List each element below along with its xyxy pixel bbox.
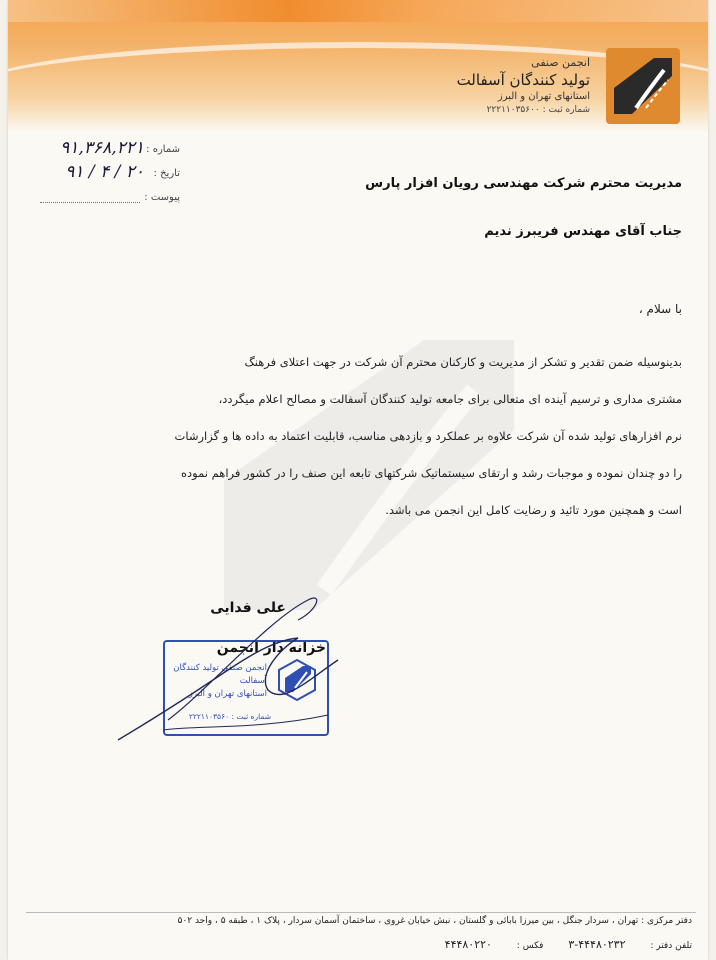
fax-label: فکس : — [516, 941, 544, 951]
phone-label: تلفن دفتر : — [650, 941, 692, 951]
addressee: مدیریت محترم شرکت مهندسی رویان افزار پارس — [365, 176, 682, 191]
body-line: را دو چندان نموده و موجبات رشد و ارتقای سیستماتیک شرکتهای تابعه این صنف را در کشور فراهم نموده — [181, 466, 682, 480]
association-logo-icon — [606, 48, 680, 124]
body-line: مشتری مداری و ترسیم آینده ای متعالی برای جامعه تولید کنندگان آسفالت و مصالح اعلام میگردد، — [218, 392, 682, 406]
letterhead-org-name — [370, 56, 590, 115]
phone-value: ۴۴۴۸۰۲۳۲-۳ — [568, 938, 626, 951]
footer-divider — [26, 912, 696, 913]
signer-title: خزانه دار انجمن — [216, 640, 326, 656]
footer-contacts — [12, 938, 692, 951]
letter-body — [82, 344, 682, 529]
handwritten-signature — [108, 580, 368, 750]
fax-value: ۴۴۴۸۰۲۲۰ — [444, 938, 492, 951]
number-label: شماره : — [146, 144, 180, 155]
body-line: بدینوسیله ضمن تقدیر و تشکر از مدیریت و کارکنان محترم آن شرکت در جهت اعتلای فرهنگ — [244, 355, 682, 369]
body-line: است و همچنین مورد تائید و رضایت کامل این انجمن می باشد. — [385, 503, 682, 517]
org-title: تولید کنندگان آسفالت — [456, 71, 590, 89]
letter-meta — [30, 138, 180, 210]
org-registration: شماره ثبت : ۲۲۲۱۱۰۳۵۶۰۰ — [486, 105, 590, 115]
footer-address: دفتر مرکزی : تهران ، سردار جنگل ، بین میرزا بابائی و گلستان ، نبش خیابان غروی ، ساختمان آسمان سردار ، پلاک ۱ ، طبقه ۵ ، واحد ۵۰۲ — [177, 916, 692, 926]
letter-page — [8, 0, 708, 960]
body-line: نرم افزارهای تولید شده آن شرکت علاوه بر عملکرد و بازدهی مناسب، قابلیت اعتماد به داده ها و گزارشات — [174, 429, 682, 443]
attach-label: پیوست : — [144, 192, 180, 203]
stamp-registration: شماره ثبت : ۲۲۲۱۱۰۳۵۶۰ — [188, 712, 271, 721]
letter-number-row — [30, 138, 180, 162]
stamp-line-1: انجمن صنفی تولید کنندگان آسفالت — [173, 663, 267, 686]
org-type: انجمن صنفی — [531, 56, 590, 69]
number-value: ۹۱,۳۶۸,۲۲۱ — [60, 138, 144, 158]
date-value: ۹۱ / ۴ / ۲۰ — [65, 162, 144, 182]
date-label: تاریخ : — [153, 168, 180, 179]
salutation: جناب آقای مهندس فریبرز ندیم — [484, 224, 682, 239]
org-region: استانهای تهران و البرز — [497, 91, 590, 102]
greeting: با سلام ، — [638, 302, 682, 316]
stamp-line-2: استانهای تهران و البرز — [188, 689, 267, 699]
letterhead-band — [8, 0, 708, 132]
signer-name: علی فدایی — [210, 600, 286, 616]
